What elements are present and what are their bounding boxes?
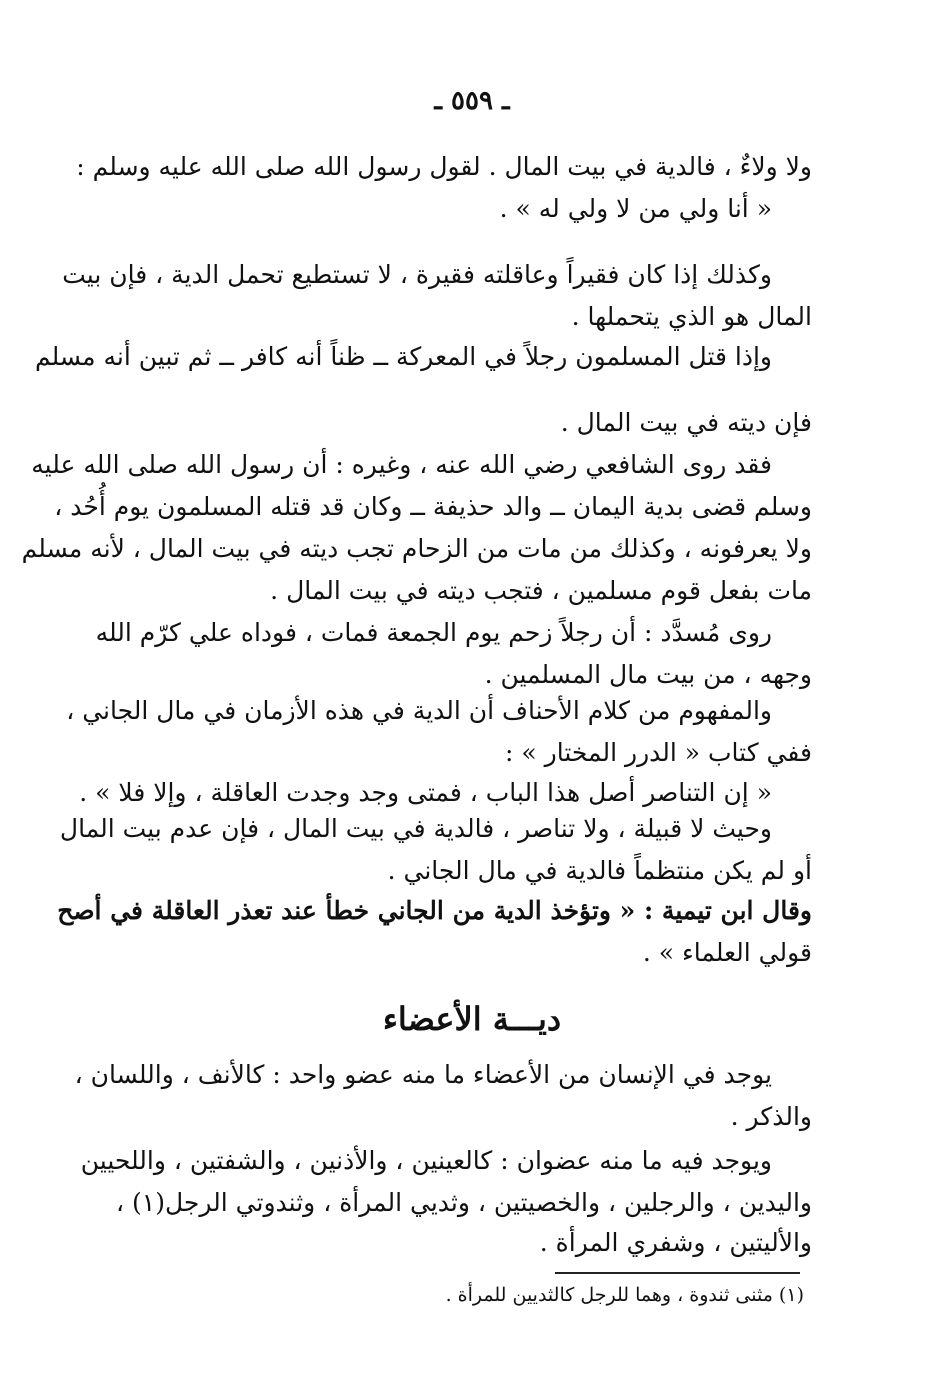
text-line: فقد روى الشافعي رضي الله عنه ، وغيره : أن رسول الله صلى الله عليه [31, 450, 772, 479]
footnote: (١) مثنى ثندوة ، وهما للرجل كالثديين للمرأة . [445, 1284, 804, 1306]
text-line: وسلم قضى بدية اليمان ــ والد حذيفة ــ وكان قد قتله المسلمون يوم أُحُد ، [54, 492, 812, 521]
text-line: « إن التناصر أصل هذا الباب ، فمتى وجد وجدت العاقلة ، وإلا فلا » . [79, 778, 772, 807]
text-line: يوجد في الإنسان من الأعضاء ما منه عضو واحد : كالأنف ، واللسان ، [74, 1060, 772, 1089]
body-text-top [21, 146, 812, 976]
text-line: ولا يعرفونه ، وكذلك من مات من الزحام تجب ديته في بيت المال ، لأنه مسلم [21, 534, 812, 563]
text-line: والمفهوم من كلام الأحناف أن الدية في هذه الأزمان في مال الجاني ، [66, 696, 772, 725]
body-text-bottom [74, 1054, 812, 1264]
text-line: وكذلك إذا كان فقيراً وعاقلته فقيرة ، لا تستطيع تحمل الدية ، فإن بيت [62, 260, 772, 289]
text-line: المال هو الذي يتحملها . [571, 302, 812, 331]
section-heading: ديـــة الأعضاء [382, 1000, 562, 1038]
text-line: ففي كتاب « الدرر المختار » : [505, 738, 812, 767]
text-line: روى مُسدَّد : أن رجلاً زحم يوم الجمعة فمات ، فوداه علي كرّم الله [95, 618, 772, 647]
text-line: واليدين ، والرجلين ، والخصيتين ، وثديي المرأة ، وثندوتي الرجل(١) ، [116, 1188, 812, 1217]
text-line: مات بفعل قوم مسلمين ، فتجب ديته في بيت المال . [270, 576, 812, 605]
text-line: والأليتين ، وشفري المرأة . [539, 1228, 812, 1257]
text-line: وحيث لا قبيلة ، ولا تناصر ، فالدية في بيت المال ، فإن عدم بيت المال [59, 814, 772, 843]
text-line: والذكر . [730, 1102, 812, 1131]
text-line: قولي العلماء » . [642, 938, 812, 967]
text-line: وجهه ، من بيت مال المسلمين . [484, 660, 812, 689]
text-line: « أنا ولي من لا ولي له » . [499, 194, 772, 223]
text-line: أو لم يكن منتظماً فالدية في مال الجاني . [387, 856, 812, 885]
text-line: فإن ديته في بيت المال . [560, 408, 812, 437]
text-line: ولا ولاءٌ ، فالدية في بيت المال . لقول رسول الله صلى الله عليه وسلم : [76, 152, 812, 181]
text-line: ويوجد فيه ما منه عضوان : كالعينين ، والأذنين ، والشفتين ، واللحيين [80, 1146, 772, 1175]
page-number: ـ ٥٥٩ ـ [434, 86, 510, 116]
text-line: وقال ابن تيمية : « وتؤخذ الدية من الجاني خطأ عند تعذر العاقلة في أصح [57, 896, 812, 925]
text-line: وإذا قتل المسلمون رجلاً في المعركة ــ ظناً أنه كافر ــ ثم تبين أنه مسلم [34, 342, 772, 371]
footnote-divider [555, 1272, 800, 1274]
